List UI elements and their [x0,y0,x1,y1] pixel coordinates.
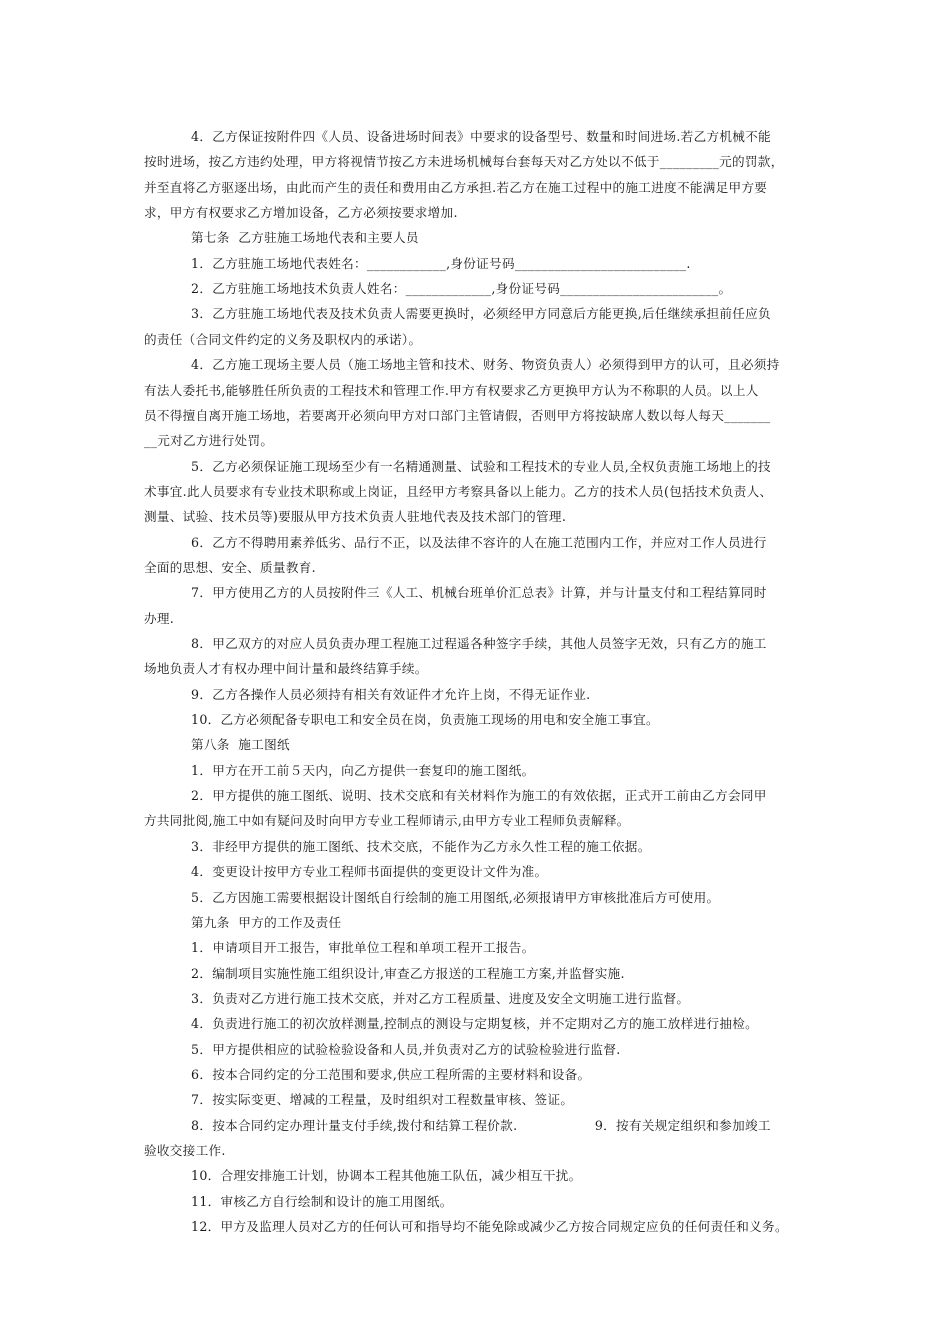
document-line: 5．乙方因施工需要根据设计图纸自行绘制的施工用图纸,必须报请甲方审核批准后方可使用。 [191,889,720,905]
document-line: 3．负责对乙方进行施工技术交底，并对乙方工程质量、进度及安全文明施工进行监督。 [191,990,690,1006]
document-line: 的责任（合同文件约定的义务及职权内的承诺）。 [144,331,422,347]
document-line: __元对乙方进行处罚。 [144,433,274,449]
document-line: 4．变更设计按甲方专业工程师书面提供的变更设计文件为准。 [191,864,548,880]
document-line: 3．乙方驻施工场地代表及技术负责人需要更换时，必须经甲方同意后方能更换,后任继续承担前任应负 [191,306,771,322]
document-line: 1．乙方驻施工场地代表姓名：____________,身份证号码__________________________. [191,255,691,271]
document-line: 方共同批阅,施工中如有疑问及时向甲方专业工程师请示,由甲方专业工程师负责解释。 [144,813,630,829]
document-line: 全面的思想、安全、质量教育. [144,559,316,575]
document-line: 2．甲方提供的施工图纸、说明、技术交底和有关材料作为施工的有效依据，正式开工前由乙方会同甲 [191,788,767,804]
document-line: 8．甲乙双方的对应人员负责办理工程施工过程遥各种签字手续，其他人员签字无效，只有乙方的施工 [191,636,767,651]
document-line: 第八条 施工图纸 [191,737,290,753]
document-line: 场地负责人才有权办理中间计量和最终结算手续。 [144,661,428,677]
document-line: 11．审核乙方自行绘制和设计的施工用图纸。 [191,1193,453,1209]
document-line: 1．申请项目开工报告，审批单位工程和单项工程开工报告。 [191,940,535,956]
document-line: 4．乙方施工现场主要人员（施工场地主管和技术、财务、物资负责人）必须得到甲方的认可，且必须持 [191,357,780,373]
document-line: 9．乙方各操作人员必须持有相关有效证件才允许上岗，不得无证作业. [191,686,591,702]
document-line: 有法人委托书,能够胜任所负责的工程技术和管理工作.甲方有权要求乙方更换甲方认为不称职的人员。以上人 [144,382,759,398]
document-line: 2．编制项目实施性施工组织设计,审查乙方报送的工程施工方案,并监督实施. [191,965,625,981]
document-line: 10．乙方必须配备专职电工和安全员在岗，负责施工现场的用电和安全施工事宜。 [191,712,659,728]
document-line: 6．乙方不得聘用素养低劣、品行不正，以及法律不容许的人在施工范围内工作，并应对工作人员进行 [191,534,767,550]
document-line: 12．甲方及监理人员对乙方的任何认可和指导均不能免除或减少乙方按合同规定应负的任何责任和义务。 [191,1219,788,1235]
document-line: 4．乙方保证按附件四《人员、设备进场时间表》中要求的设备型号、数量和时间进场.若乙方机械不能 [191,129,771,144]
document-line: 办理. [144,610,175,626]
document-line: 1．甲方在开工前５天内，向乙方提供一套复印的施工图纸。 [191,762,535,778]
document-line: 5．乙方必须保证施工现场至少有一名精通测量、试验和工程技术的专业人员,全权负责施工场地上的技 [191,458,771,474]
document-line: 术事宜.此人员要求有专业技术职称或上岗证，且经甲方考察具备以上能力。乙方的技术人员(包括技术负责人、 [144,483,773,499]
document-line: 7．按实际变更、增减的工程量，及时组织对工程数量审核、签证。 [191,1092,574,1108]
document-line: 5．甲方提供相应的试验检验设备和人员,并负责对乙方的试验检验进行监督. [191,1041,621,1057]
document-line: 8．按本合同约定办理计量支付手续,拨付和结算工程价款. 9．按有关规定组织和参加竣工 [191,1117,771,1133]
document-line: 7．甲方使用乙方的人员按附件三《人工、机械台班单价汇总表》计算，并与计量支付和工程结算同时 [191,585,767,601]
document-line: 10．合理安排施工计划，协调本工程其他施工队伍，减少相互干扰。 [191,1168,582,1184]
document-line: 员不得擅自离开施工场地，若要离开必须向甲方对口部门主管请假，否则甲方将按缺席人数以每人每天_______ [144,407,771,423]
document-line: 验收交接工作. [144,1143,226,1158]
document-line: 第九条 甲方的工作及责任 [191,914,342,930]
document-line: 2．乙方驻施工场地技术负责人姓名：_____________,身份证号码________________________。 [191,281,732,297]
document-line: 按时进场，按乙方违约处理，甲方将视情节按乙方未进场机械每台套每天对乙方处以不低于_________元的罚款， [144,154,784,170]
document-line: 6．按本合同约定的分工范围和要求,供应工程所需的主要材料和设备。 [191,1066,591,1082]
document-line: 4．负责进行施工的初次放样测量,控制点的测设与定期复核，并不定期对乙方的施工放样进行抽检。 [191,1016,759,1032]
document-line: 并至直将乙方驱逐出场，由此而产生的责任和费用由乙方承担.若乙方在施工过程中的施工进度不能满足甲方要 [144,179,768,195]
document-line: 第七条 乙方驻施工场地代表和主要人员 [191,230,419,246]
document-line: 求，甲方有权要求乙方增加设备，乙方必须按要求增加. [144,205,458,221]
document-line: 测量、试验、技术员等)要服从甲方技术负责人驻地代表及技术部门的管理. [144,509,567,525]
document-line: 3．非经甲方提供的施工图纸、技术交底，不能作为乙方永久性工程的施工依据。 [191,838,651,854]
